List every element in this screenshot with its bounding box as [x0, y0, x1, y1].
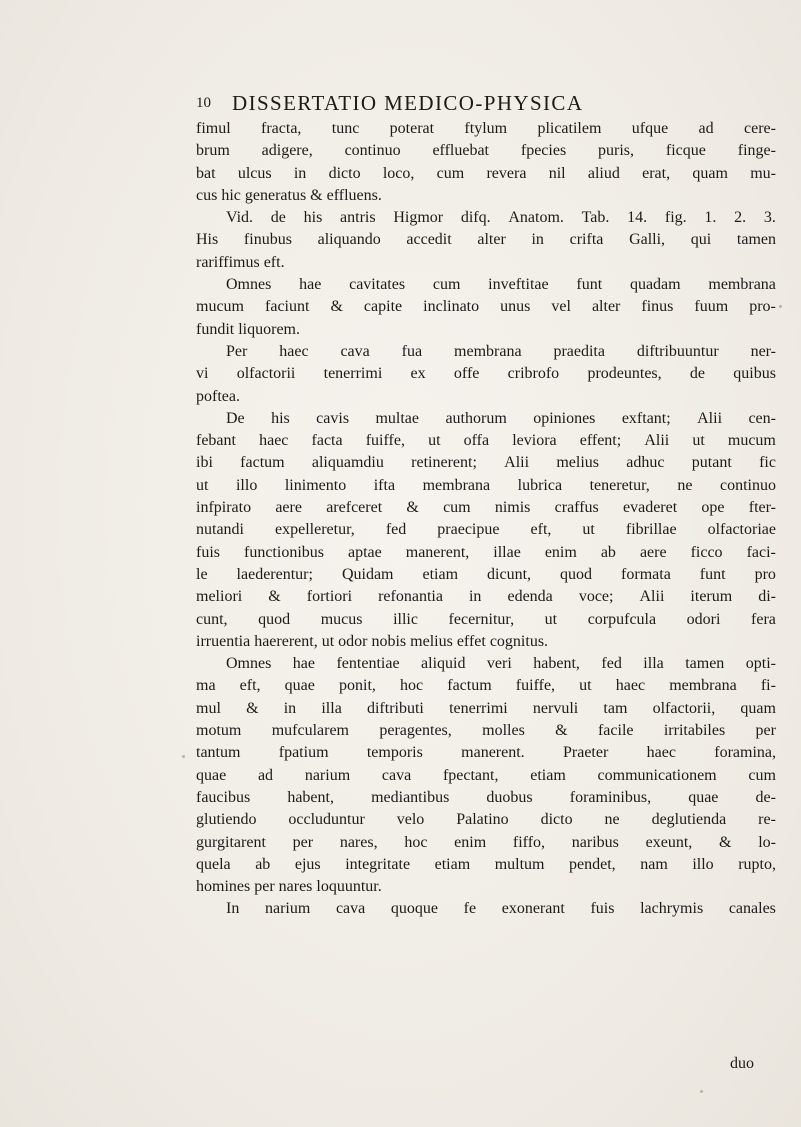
text-line: fimul fracta, tunc poterat ftylum plicatilem ufque ad cere- — [196, 120, 776, 137]
text-line: His finubus aliquando accedit alter in crifta Galli, qui tamen — [196, 231, 776, 249]
text-line: Omnes hae fententiae aliquid veri habent, fed illa tamen opti- — [226, 655, 776, 673]
page-header — [196, 91, 796, 119]
text-line: Omnes hae cavitates cum inveftitae funt quadam membrana — [226, 276, 776, 294]
paper-speck — [182, 755, 185, 758]
text-line: infpirato aere arefceret & cum nimis craffus evaderet ope fter- — [196, 499, 776, 517]
text-line: cunt, quod mucus illic fecernitur, ut corpufcula odori fera — [196, 610, 776, 628]
text-line: quela ab ejus integritate etiam multum pendet, nam illo rupto, — [196, 855, 776, 873]
body-text — [196, 118, 776, 921]
text-line: tantum fpatium temporis manerent. Praeter haec foramina, — [196, 744, 776, 762]
paper-speck — [779, 305, 782, 308]
text-line: cus hic generatus & effluens. — [196, 186, 382, 204]
text-line: febant haec facta fuiffe, ut offa leviora effent; Alii ut mucum — [196, 432, 776, 450]
text-line: le laederentur; Quidam etiam dicunt, quod formata funt pro — [196, 565, 776, 583]
text-line: In narium cava quoque fe exonerant fuis lachrymis canales — [226, 900, 776, 918]
text-line: mul & in illa diftributi tenerrimi nervuli tam olfactorii, quam — [196, 699, 776, 717]
text-line: motum mufcularem peragentes, molles & facile irritabiles per — [196, 722, 776, 740]
text-line: meliori & fortiori refonantia in edenda voce; Alii iterum di- — [196, 588, 776, 606]
text-line: ut illo linimento ifta membrana lubrica teneretur, ne continuo — [196, 476, 776, 494]
text-line: brum adigere, continuo effluebat fpecies puris, ficque finge- — [196, 142, 776, 160]
text-line: faucibus habent, mediantibus duobus foraminibus, quae de- — [196, 788, 776, 806]
text-line: Per haec cava fua membrana praedita diftribuuntur ner- — [226, 342, 776, 360]
text-line: fundit liquorem. — [196, 320, 300, 338]
text-line: gurgitarent per nares, hoc enim fiffo, naribus exeunt, & lo- — [196, 833, 776, 851]
text-line: bat ulcus in dicto loco, cum revera nil aliud erat, quam mu- — [196, 164, 776, 182]
text-line: nutandi expelleretur, fed praecipue eft, ut fibrillae olfactoriae — [196, 521, 776, 539]
text-line: irruentia haererent, ut odor nobis melius effet cognitus. — [196, 632, 549, 650]
paper-speck — [700, 1090, 703, 1093]
page-number: 10 — [196, 95, 211, 111]
text-line: De his cavis multae authorum opiniones exftant; Alii cen- — [226, 409, 776, 427]
catchword: duo — [730, 1055, 754, 1072]
text-line: homines per nares loquuntur. — [196, 878, 382, 896]
text-line: mucum faciunt & capite inclinato unus vel alter finus fuum pro- — [196, 298, 776, 316]
text-line: fuis functionibus aptae manerent, illae enim ab aere ficco faci- — [196, 543, 776, 561]
running-head: DISSERTATIO MEDICO-PHYSICA — [232, 91, 584, 115]
text-line: quae ad narium cava fpectant, etiam communicationem cum — [196, 766, 776, 784]
text-line: ibi factum aliquamdiu retinerent; Alii melius adhuc putant fic — [196, 454, 776, 472]
text-line: glutiendo occluduntur velo Palatino dicto ne deglutienda re- — [196, 811, 776, 829]
text-line: rariffimus eft. — [196, 253, 285, 271]
text-line: ma eft, quae ponit, hoc factum fuiffe, ut haec membrana fi- — [196, 677, 776, 695]
text-line: poftea. — [196, 387, 240, 405]
text-line: Vid. de his antris Higmor difq. Anatom. Tab. 14. fig. 1. 2. 3. — [226, 209, 776, 227]
text-line: vi olfactorii tenerrimi ex offe cribrofo prodeuntes, de quibus — [196, 365, 776, 383]
